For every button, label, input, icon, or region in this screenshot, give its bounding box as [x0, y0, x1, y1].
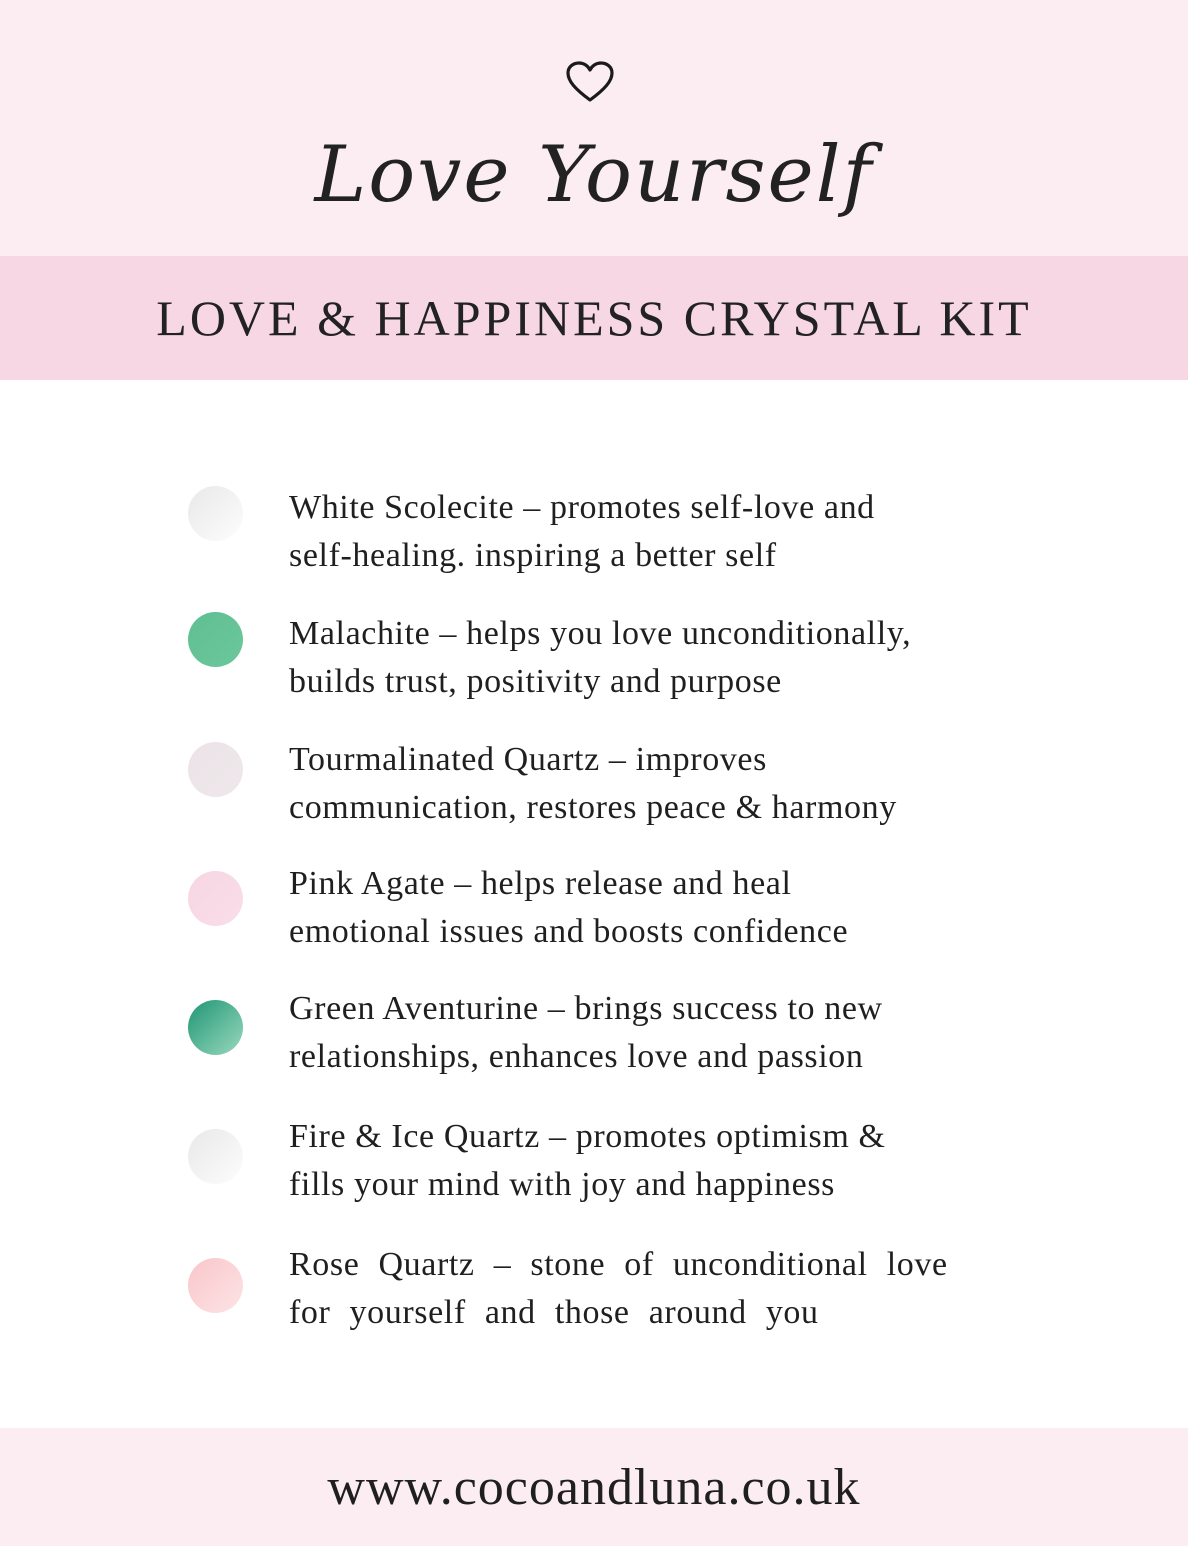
description-line-1: Fire & Ice Quartz – promotes optimism & — [289, 1118, 886, 1155]
crystal-description — [289, 860, 989, 956]
crystal-description — [289, 985, 989, 1081]
malachite-dot-icon — [188, 612, 243, 667]
list-item — [0, 596, 1188, 706]
subtitle-band — [0, 256, 1188, 380]
kit-title: LOVE & HAPPINESS CRYSTAL KIT — [156, 290, 1032, 346]
description-line-2: for yourself and those around you — [289, 1294, 819, 1331]
fire-ice-quartz-dot-icon — [188, 1129, 243, 1184]
list-item — [0, 1227, 1188, 1337]
list-item — [0, 722, 1188, 832]
crystal-description — [289, 610, 989, 706]
description-line-2: fills your mind with joy and happiness — [289, 1166, 835, 1203]
description-line-1: Tourmalinated Quartz – improves — [289, 741, 767, 778]
list-item — [0, 971, 1188, 1081]
description-line-2: self-healing. inspiring a better self — [289, 537, 777, 574]
list-item — [0, 846, 1188, 956]
green-aventurine-dot-icon — [188, 1000, 243, 1055]
description-line-1: Green Aventurine – brings success to new — [289, 990, 883, 1027]
crystal-description — [289, 736, 989, 832]
tourmalinated-quartz-dot-icon — [188, 742, 243, 797]
script-title: Love Yourself — [314, 130, 874, 220]
description-line-2: emotional issues and boosts confidence — [289, 913, 849, 950]
description-line-2: communication, restores peace & harmony — [289, 789, 897, 826]
description-line-2: relationships, enhances love and passion — [289, 1038, 864, 1075]
pink-agate-dot-icon — [188, 871, 243, 926]
crystal-description — [289, 484, 989, 580]
rose-quartz-dot-icon — [188, 1258, 243, 1313]
header — [0, 0, 1188, 256]
list-item — [0, 1099, 1188, 1209]
list-item — [0, 470, 1188, 580]
description-line-1: Rose Quartz – stone of unconditional love — [289, 1246, 948, 1283]
description-line-1: White Scolecite – promotes self-love and — [289, 489, 875, 526]
website-link[interactable]: www.cocoandluna.co.uk — [327, 1459, 861, 1516]
footer — [0, 1428, 1188, 1546]
description-line-2: builds trust, positivity and purpose — [289, 663, 782, 700]
description-line-1: Pink Agate – helps release and heal — [289, 865, 792, 902]
heart-outline-icon — [565, 60, 615, 104]
crystal-description — [289, 1113, 989, 1209]
description-line-1: Malachite – helps you love unconditionally, — [289, 615, 912, 652]
crystal-description — [289, 1241, 989, 1337]
white-crystal-dot-icon — [188, 486, 243, 541]
